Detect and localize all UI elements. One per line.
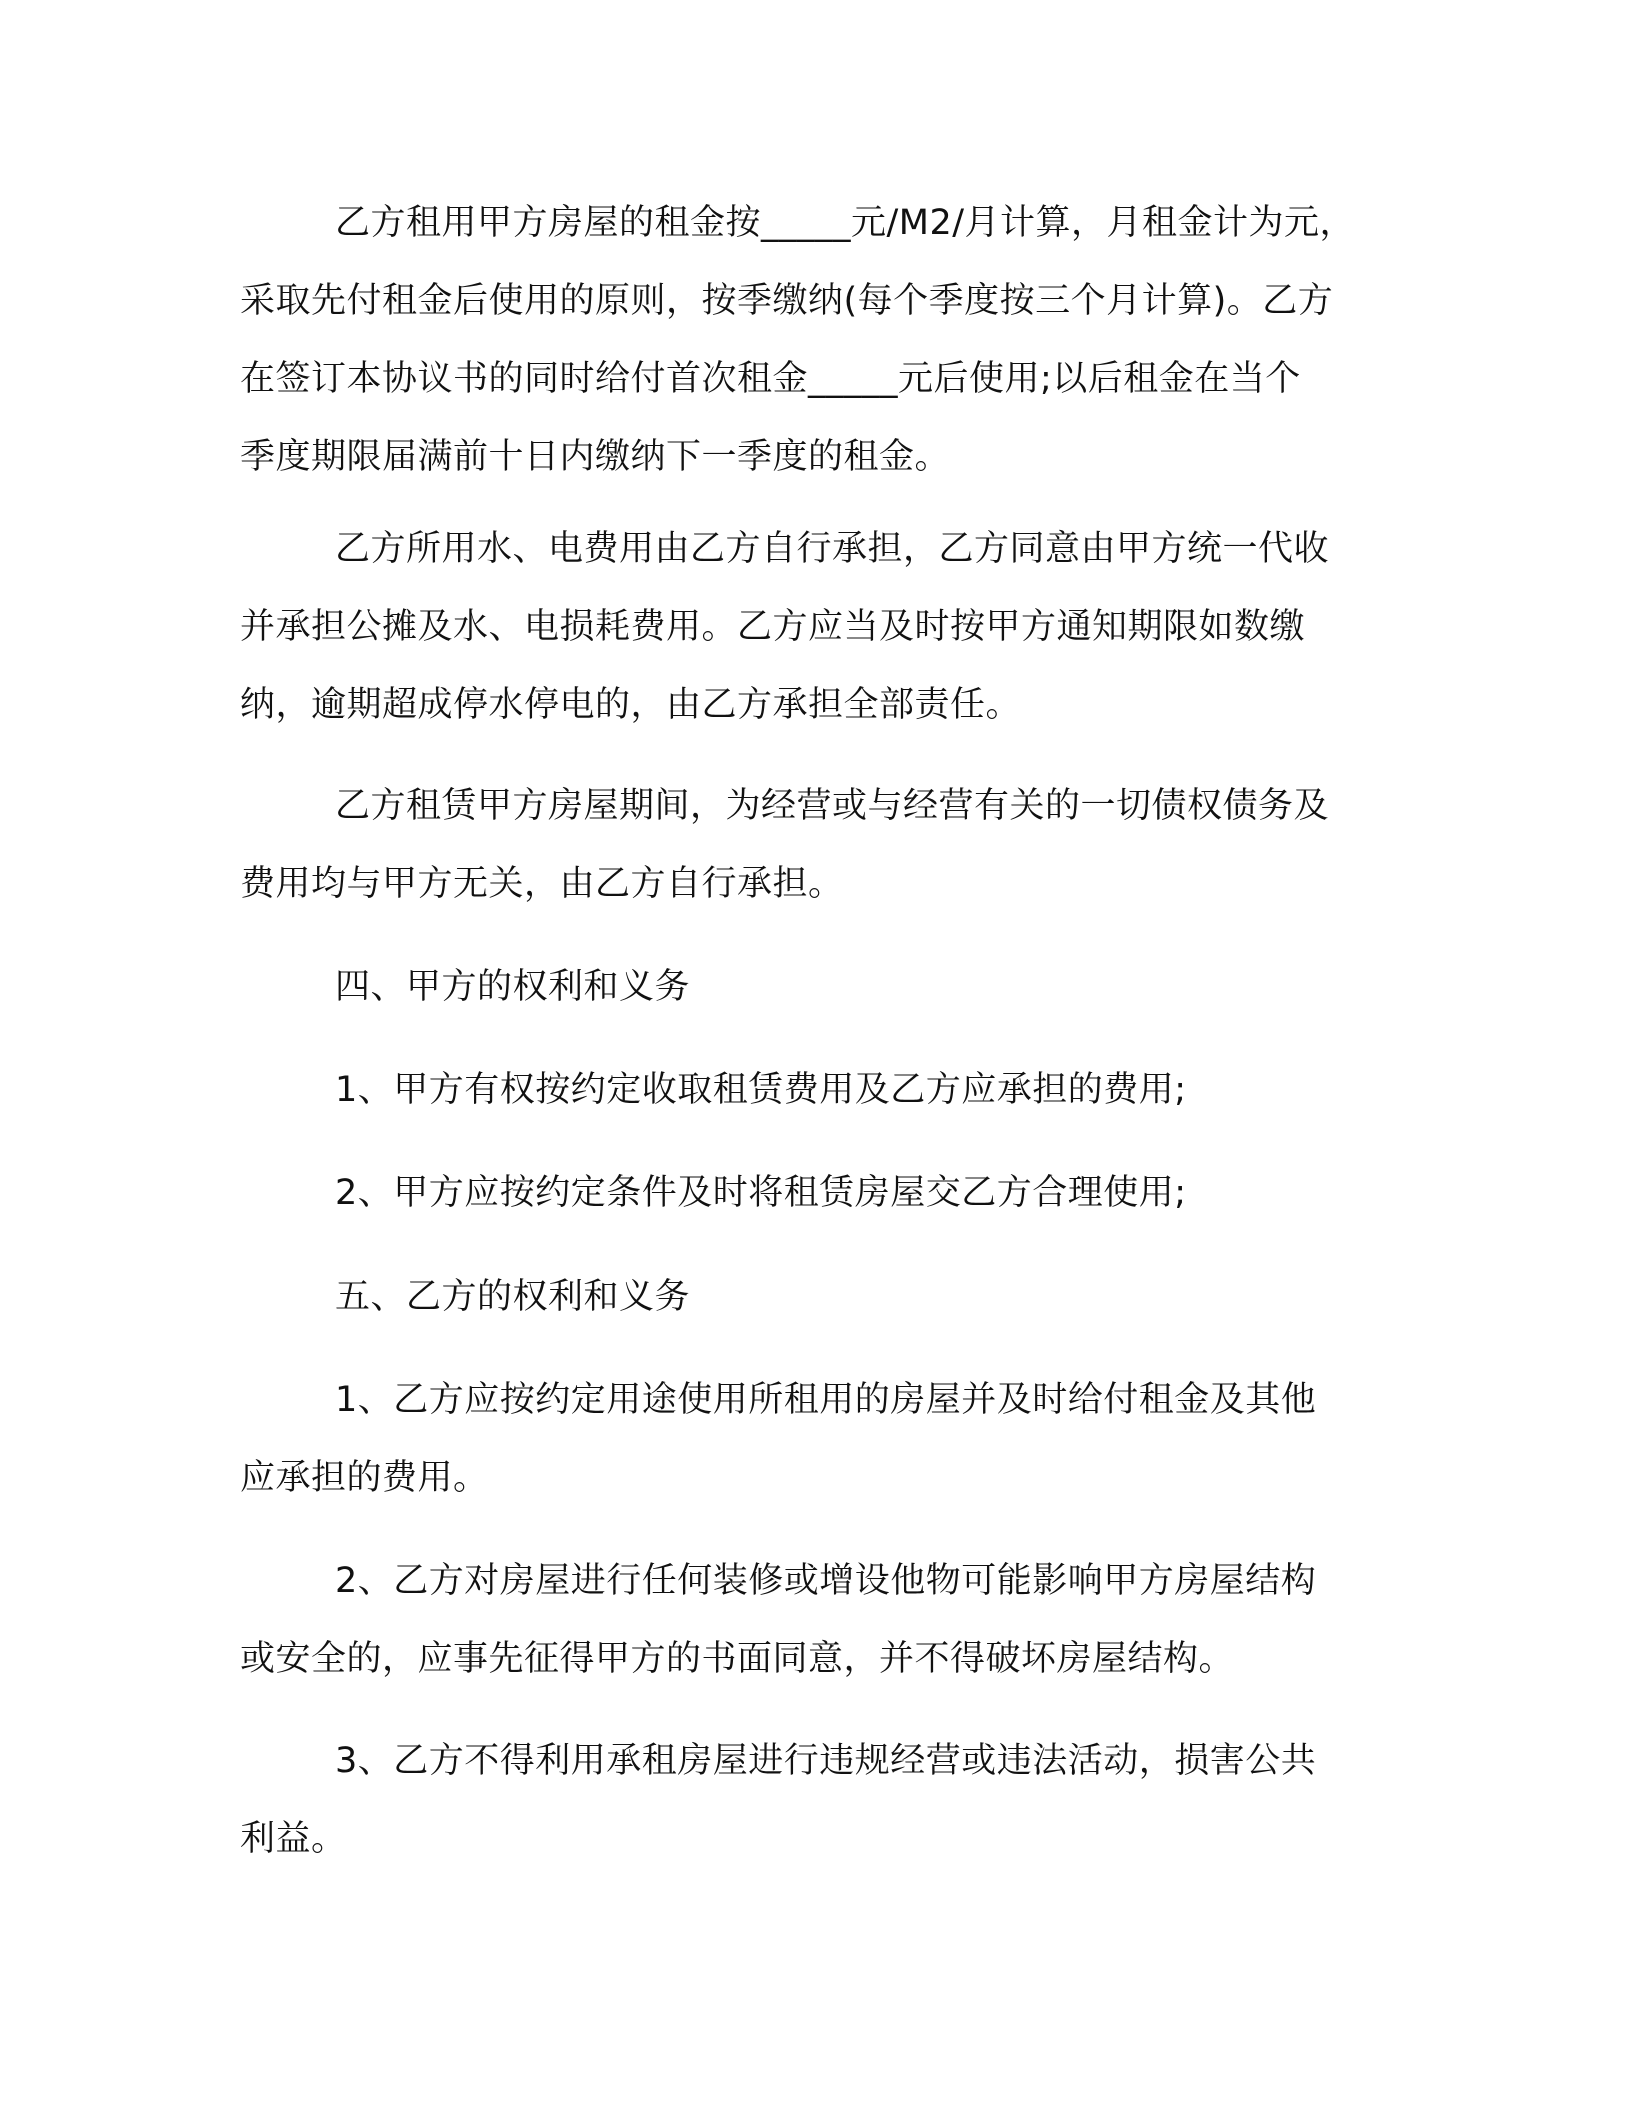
text-line: 采取先付租金后使用的原则，按季缴纳(每个季度按三个月计算)。乙方	[240, 281, 1334, 321]
text-line: 利益。	[240, 1819, 347, 1859]
list-item-party-b-2	[240, 1542, 1400, 1698]
list-item-party-b-1	[240, 1361, 1400, 1517]
text-line: 在签订本协议书的同时给付首次租金_____元后使用;以后租金在当个	[240, 359, 1301, 399]
text-line: 2、甲方应按约定条件及时将租赁房屋交乙方合理使用;	[335, 1173, 1187, 1213]
text-line: 纳，逾期超成停水停电的，由乙方承担全部责任。	[240, 685, 1022, 725]
text-line: 季度期限届满前十日内缴纳下一季度的租金。	[240, 437, 951, 477]
paragraph-utilities	[240, 510, 1400, 744]
text-line: 1、乙方应按约定用途使用所租用的房屋并及时给付租金及其他	[335, 1380, 1317, 1420]
text-line: 费用均与甲方无关，由乙方自行承担。	[240, 864, 844, 904]
text-line: 乙方所用水、电费用由乙方自行承担，乙方同意由甲方统一代收	[335, 529, 1330, 569]
text-line: 乙方租赁甲方房屋期间，为经营或与经营有关的一切债权债务及	[335, 786, 1330, 826]
list-item-party-b-3	[240, 1722, 1400, 1878]
text-line: 或安全的，应事先征得甲方的书面同意，并不得破坏房屋结构。	[240, 1639, 1235, 1679]
list-item-party-a-1	[240, 1051, 1400, 1129]
text-line: 1、甲方有权按约定收取租赁费用及乙方应承担的费用;	[335, 1070, 1187, 1110]
paragraph-rent-payment	[240, 184, 1400, 496]
section-heading-party-b	[240, 1258, 1400, 1336]
section-heading-party-a	[240, 948, 1400, 1026]
paragraph-debts	[240, 767, 1400, 923]
text-line: 并承担公摊及水、电损耗费用。乙方应当及时按甲方通知期限如数缴	[240, 607, 1306, 647]
text-line: 2、乙方对房屋进行任何装修或增设他物可能影响甲方房屋结构	[335, 1561, 1317, 1601]
text-line: 应承担的费用。	[240, 1458, 489, 1498]
heading-text: 五、乙方的权利和义务	[335, 1277, 691, 1317]
heading-text: 四、甲方的权利和义务	[335, 967, 691, 1007]
list-item-party-a-2	[240, 1154, 1400, 1232]
text-line: 乙方租用甲方房屋的租金按_____元/M2/月计算，月租金计为元，	[335, 203, 1356, 243]
text-line: 3、乙方不得利用承租房屋进行违规经营或违法活动，损害公共	[335, 1741, 1317, 1781]
